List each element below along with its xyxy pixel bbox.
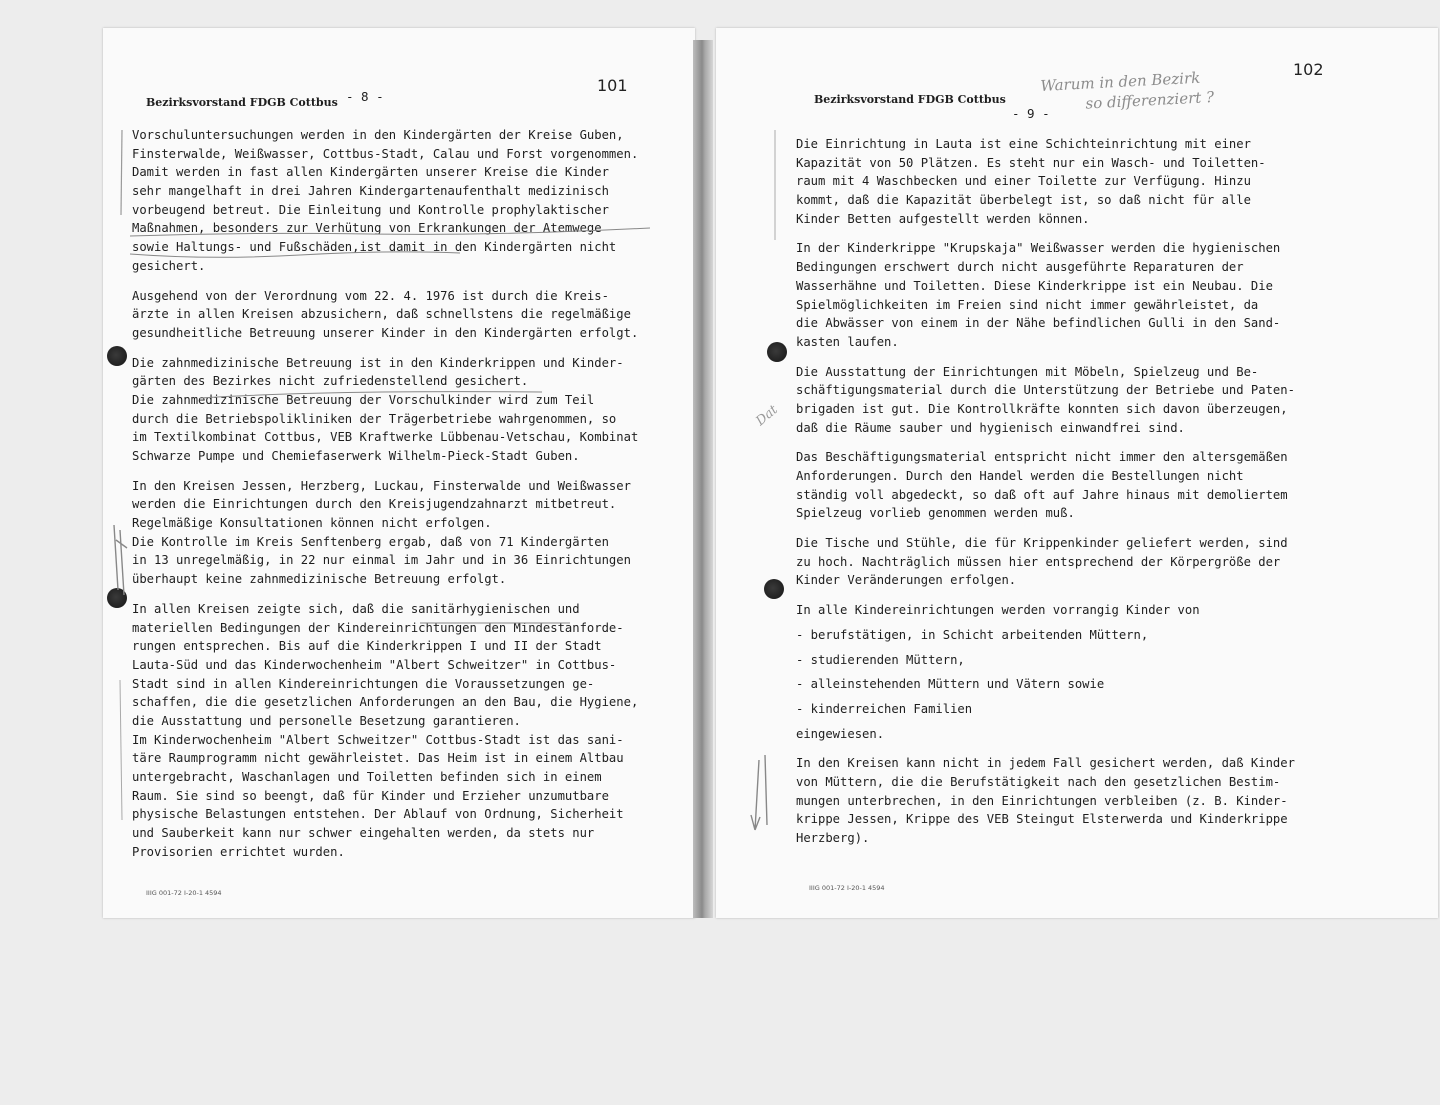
text-line: raum mit 4 Waschbecken und einer Toilette zur Verfügung. Hinzu	[796, 174, 1251, 189]
text-line: physische Belastungen entstehen. Der Ablauf von Ordnung, Sicherheit	[132, 807, 624, 822]
text-line: krippe Jessen, Krippe des VEB Steingut Elsterwerda und Kinderkrippe	[796, 812, 1288, 827]
text-line: Damit werden in fast allen Kindergärten unserer Kreise die Kinder	[132, 165, 609, 180]
text-line: Anforderungen. Durch den Handel werden die Bestellungen nicht	[796, 469, 1244, 483]
pencil-margin-marks-right	[745, 120, 785, 860]
text-line: In allen Kreisen zeigte sich, daß die sanitärhygienischen und	[132, 601, 580, 616]
text-line: schäftigungsmaterial durch die Unterstützung der Betriebe und Paten-	[796, 383, 1295, 398]
paragraph-gap	[796, 743, 1336, 754]
text-line: Die Ausstattung der Einrichtungen mit Möbeln, Spielzeug und Be-	[796, 364, 1259, 379]
text-line: die Abwässer von einem in der Nähe befindlichen Gulli in den Sand-	[796, 316, 1281, 331]
text-line: Maßnahmen, besonders zur Verhütung von Erkrankungen der Atemwege	[132, 221, 602, 236]
text-line: Das Beschäftigungsmaterial entspricht nicht immer den altersgemäßen	[796, 450, 1288, 465]
binding-gutter	[693, 40, 713, 918]
text-line: zu hoch. Nachträglich müssen hier entsprechend der Körpergröße der	[796, 554, 1281, 569]
text-line: vorbeugend betreut. Die Einleitung und Kontrolle prophylaktischer	[132, 202, 609, 217]
text-line: daß die Räume sauber und hygienisch einwandfrei sind.	[796, 420, 1185, 435]
text-line: eingewiesen.	[796, 726, 885, 741]
paragraph	[796, 448, 1336, 523]
paragraph	[796, 626, 1336, 645]
text-line: - kinderreichen Familien	[796, 701, 973, 716]
text-line: Die zahnmedizinische Betreuung ist in den Kinderkrippen und Kinder-	[132, 355, 624, 370]
text-line: Stadt sind in allen Kindereinrichtungen die Voraussetzungen ge-	[132, 676, 595, 691]
text-line: untergebracht, Waschanlagen und Toiletten befinden sich in einem	[132, 770, 602, 784]
text-line: materiellen Bedingungen der Kindereinrichtungen den Mindestanforde-	[132, 620, 624, 635]
text-line: überhaupt keine zahnmedizinische Betreuung erfolgt.	[132, 572, 507, 587]
paragraph	[796, 239, 1336, 351]
right-folio-number: 102	[1293, 60, 1324, 79]
text-line: rungen entsprechen. Bis auf die Kinderkrippen I und II der Stadt	[132, 639, 602, 654]
right-page-body	[796, 135, 1336, 848]
text-line: Die Kontrolle im Kreis Senftenberg ergab, daß von 71 Kindergärten	[132, 534, 609, 549]
text-line: Ausgehend von der Verordnung vom 22. 4. 1976 ist durch die Kreis-	[132, 288, 609, 303]
left-page-number: - 8 -	[346, 89, 384, 104]
text-line: sehr mangelhaft in drei Jahren Kindergartenaufenthalt medizinisch	[132, 184, 609, 199]
handwritten-note-line: so differenziert ?	[1085, 87, 1215, 113]
text-line: brigaden ist gut. Die Kontrollkräfte konnten sich davon überzeugen,	[796, 401, 1288, 416]
left-folio-number: 101	[597, 76, 628, 95]
text-line: Finsterwalde, Weißwasser, Cottbus-Stadt, Calau und Forst vorgenommen.	[132, 146, 639, 161]
margin-handwritten-mark: Dat	[753, 402, 781, 430]
text-line: Schwarze Pumpe und Chemiefaserwerk Wilhelm-Pieck-Stadt Guben.	[132, 449, 580, 463]
text-line: ärzte in allen Kreisen abzusichern, daß schnellstens die regelmäßige	[132, 307, 631, 322]
right-page-header: Bezirksvorstand FDGB Cottbus	[814, 93, 1006, 106]
paragraph-gap	[796, 437, 1336, 448]
paragraph-gap	[796, 228, 1336, 239]
text-line: Wasserhähne und Toiletten. Diese Kinderkrippe ist ein Neubau. Die	[796, 278, 1273, 293]
text-line: und Sauberkeit kann nur schwer eingehalten werden, da stets nur	[132, 826, 595, 841]
text-line: Kapazität von 50 Plätzen. Es steht nur ein Wasch- und Toiletten-	[796, 155, 1266, 170]
text-line: gärten des Bezirkes nicht zufriedenstellend gesichert.	[132, 374, 529, 389]
text-line: Die Einrichtung in Lauta ist eine Schichteinrichtung mit einer	[796, 137, 1251, 151]
text-line: gesundheitliche Betreuung unserer Kinder in den Kindergärten erfolgt.	[132, 325, 639, 340]
text-line: In der Kinderkrippe "Krupskaja" Weißwasser werden die hygienischen	[796, 241, 1281, 256]
text-line: in 13 unregelmäßig, in 22 nur einmal im Jahr und in 36 Einrichtungen	[132, 553, 631, 568]
paragraph	[796, 363, 1336, 438]
text-line: kasten laufen.	[796, 334, 899, 349]
text-line: gesichert.	[132, 258, 206, 273]
text-line: Lauta-Süd und das Kinderwochenheim "Albert Schweitzer" in Cottbus-	[132, 657, 617, 672]
text-line: Im Kinderwochenheim "Albert Schweitzer" Cottbus-Stadt ist das sani-	[132, 732, 624, 747]
text-line: In alle Kindereinrichtungen werden vorrangig Kinder von	[796, 603, 1200, 618]
text-line: Bedingungen erschwert durch nicht ausgeführte Reparaturen der	[796, 260, 1244, 275]
text-line: Kinder Betten aufgestellt werden können.	[796, 211, 1090, 226]
text-line: In den Kreisen Jessen, Herzberg, Luckau, Finsterwalde und Weißwasser	[132, 478, 631, 493]
text-line: - berufstätigen, in Schicht arbeitenden Müttern,	[796, 627, 1149, 642]
text-line: Die zahnmedizinische Betreuung der Vorschulkinder wird zum Teil	[132, 392, 595, 407]
paragraph-gap	[796, 590, 1336, 601]
text-line: die Ausstattung und personelle Besetzung garantieren.	[132, 713, 521, 728]
text-line: ständig voll abgedeckt, so daß oft auf Jahre hinaus mit demoliertem	[796, 487, 1288, 502]
left-page-footer: IIIG 001-72 I-20-1 4594	[146, 889, 222, 897]
text-line: Kinder Veränderungen erfolgen.	[796, 573, 1017, 588]
text-line: schaffen, die die gesetzlichen Anforderungen an den Bau, die Hygiene,	[132, 695, 639, 710]
paragraph-gap	[796, 523, 1336, 534]
paragraph	[796, 675, 1336, 694]
paragraph	[796, 725, 1336, 744]
paragraph	[796, 601, 1336, 620]
pencil-underlines-left	[130, 220, 690, 640]
text-line: mungen unterbrechen, in den Einrichtungen verbleiben (z. B. Kinder-	[796, 793, 1288, 808]
paragraph-gap	[796, 352, 1336, 363]
right-page-footer: IIIG 001-72 I-20-1 4594	[809, 884, 885, 892]
text-line: Spielmöglichkeiten im Freien sind nicht immer gewährleistet, da	[796, 297, 1259, 312]
text-line: In den Kreisen kann nicht in jedem Fall gesichert werden, daß Kinder	[796, 756, 1295, 771]
paragraph	[796, 700, 1336, 719]
text-line: Regelmäßige Konsultationen können nicht erfolgen.	[132, 516, 492, 531]
paragraph	[796, 135, 1336, 228]
right-page-number: - 9 -	[1012, 106, 1050, 121]
paragraph	[796, 651, 1336, 670]
text-line: Raum. Sie sind so beengt, daß für Kinder und Erzieher unzumutbare	[132, 788, 609, 803]
text-line: Vorschuluntersuchungen werden in den Kindergärten der Kreise Guben,	[132, 128, 624, 142]
text-line: Herzberg).	[796, 831, 870, 845]
text-line: - alleinstehenden Müttern und Vätern sowie	[796, 677, 1105, 692]
text-line: sowie Haltungs- und Fußschäden,ist damit in den Kindergärten nicht	[132, 240, 617, 255]
left-page-header: Bezirksvorstand FDGB Cottbus	[146, 96, 338, 109]
text-line: - studierenden Müttern,	[796, 652, 965, 667]
text-line: Spielzeug vorlieb genommen werden muß.	[796, 506, 1075, 521]
text-line: täre Raumprogramm nicht gewährleistet. Das Heim ist in einem Altbau	[132, 751, 624, 766]
text-line: werden die Einrichtungen durch den Kreisjugendzahnarzt mitbetreut.	[132, 497, 617, 512]
text-line: Provisorien errichtet wurden.	[132, 844, 345, 859]
text-line: Die Tische und Stühle, die für Krippenkinder geliefert werden, sind	[796, 536, 1288, 551]
text-line: durch die Betriebspolikliniken der Trägerbetriebe wahrgenommen, so	[132, 411, 617, 426]
text-line: kommt, daß die Kapazität überbelegt ist, so daß nicht für alle	[796, 193, 1251, 208]
paragraph	[796, 534, 1336, 590]
handwritten-note-line: Warum in den Bezirk	[1040, 68, 1201, 95]
text-line: im Textilkombinat Cottbus, VEB Kraftwerke Lübbenau-Vetschau, Kombinat	[132, 430, 639, 445]
paragraph	[796, 754, 1336, 847]
text-line: von Müttern, die die Berufstätigkeit nach den gesetzlichen Bestim-	[796, 774, 1281, 789]
